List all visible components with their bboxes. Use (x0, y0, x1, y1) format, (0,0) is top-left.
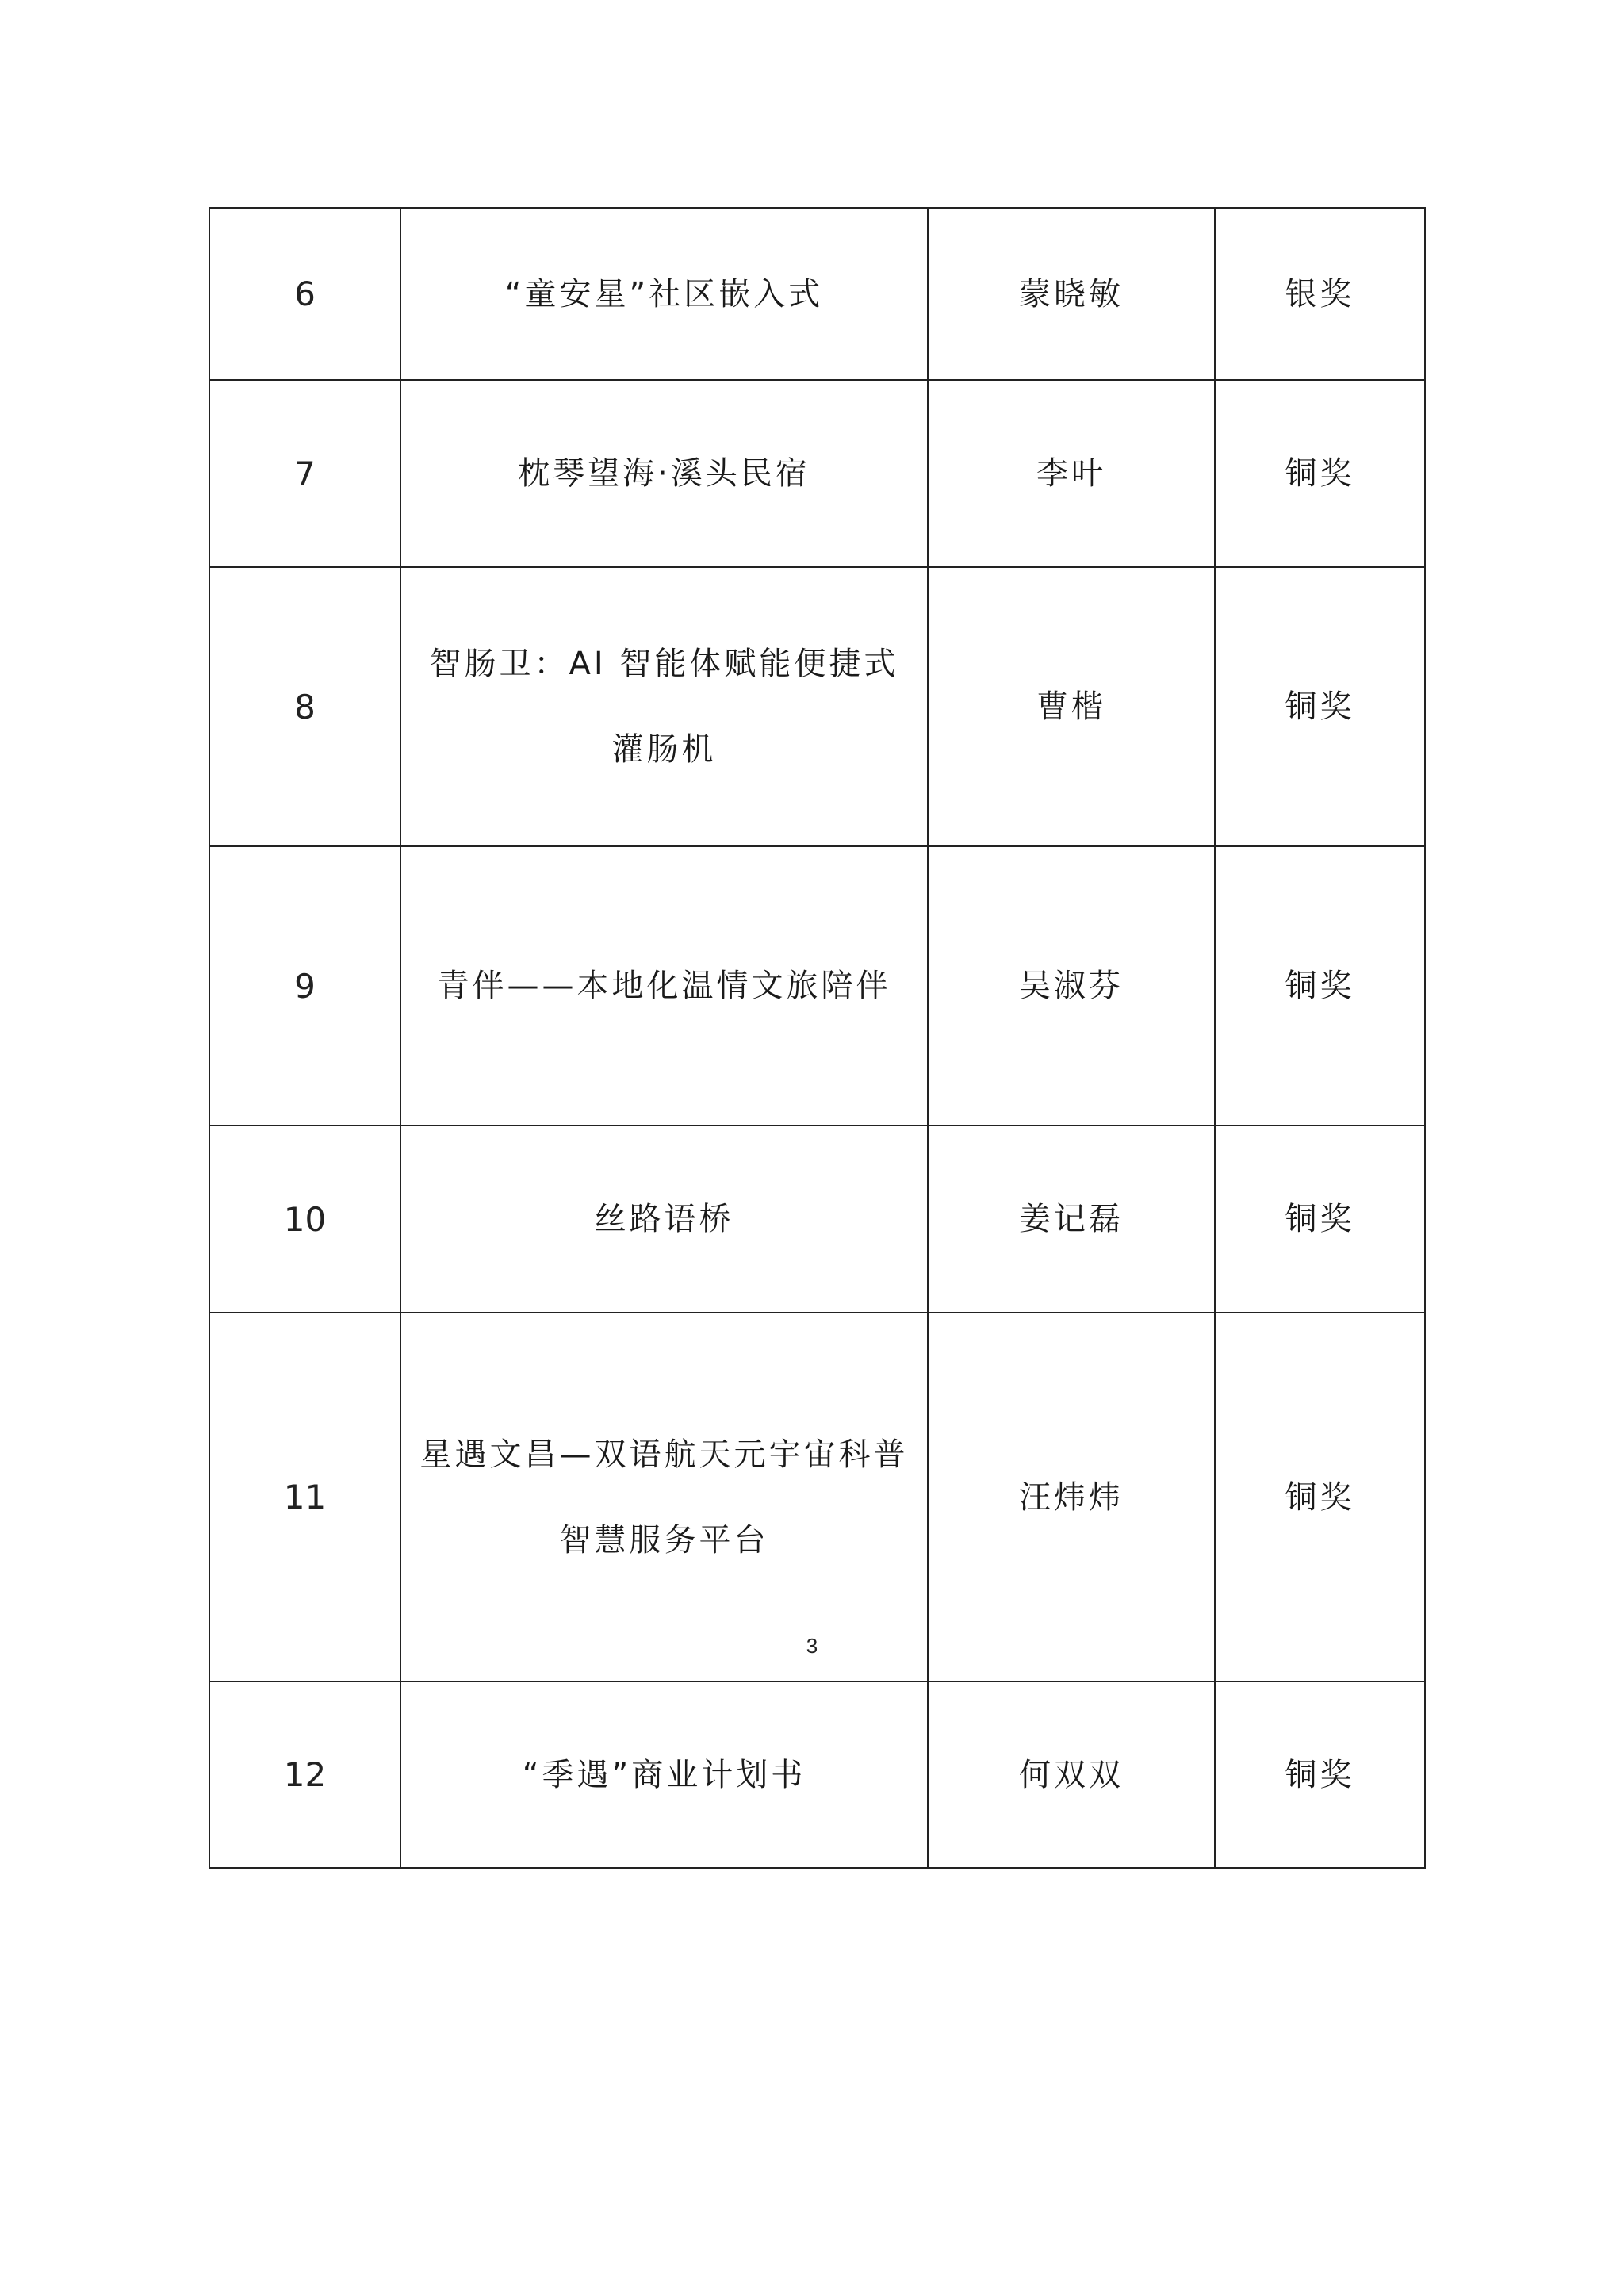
person-name: 李叶 (928, 380, 1215, 567)
award-level: 铜奖 (1215, 567, 1425, 846)
person-name: 姜记磊 (928, 1125, 1215, 1313)
row-number: 8 (209, 567, 400, 846)
table-row (209, 380, 1425, 567)
person-name: 何双双 (928, 1681, 1215, 1868)
person-name: 曹楷 (928, 567, 1215, 846)
person-name: 蒙晓敏 (928, 208, 1215, 380)
award-level: 铜奖 (1215, 846, 1425, 1125)
row-number: 10 (209, 1125, 400, 1313)
award-level: 铜奖 (1215, 380, 1425, 567)
row-number: 6 (209, 208, 400, 380)
project-name: 青伴——本地化温情文旅陪伴 (400, 846, 928, 1125)
person-name: 汪炜炜 (928, 1313, 1215, 1681)
award-level: 铜奖 (1215, 1681, 1425, 1868)
row-number: 12 (209, 1681, 400, 1868)
project-name: 枕琴望海·溪头民宿 (400, 380, 928, 567)
award-level: 铜奖 (1215, 1125, 1425, 1313)
table-row (209, 208, 1425, 380)
award-level: 铜奖 (1215, 1313, 1425, 1681)
row-number: 7 (209, 380, 400, 567)
project-name: “童安星”社区嵌入式 (400, 208, 928, 380)
table-row (209, 846, 1425, 1125)
row-number: 11 (209, 1313, 400, 1681)
row-number: 9 (209, 846, 400, 1125)
page-number: 3 (806, 1634, 818, 1658)
project-name: “季遇”商业计划书 (400, 1681, 928, 1868)
table-row (209, 1681, 1425, 1868)
project-name: 星遇文昌—双语航天元宇宙科普智慧服务平台 (400, 1313, 928, 1681)
project-name: 智肠卫：AI 智能体赋能便捷式灌肠机 (400, 567, 928, 846)
award-list-table (209, 207, 1426, 1869)
award-level: 银奖 (1215, 208, 1425, 380)
table-row (209, 567, 1425, 846)
person-name: 吴淑芬 (928, 846, 1215, 1125)
project-name: 丝路语桥 (400, 1125, 928, 1313)
table-row (209, 1313, 1425, 1681)
table-row (209, 1125, 1425, 1313)
